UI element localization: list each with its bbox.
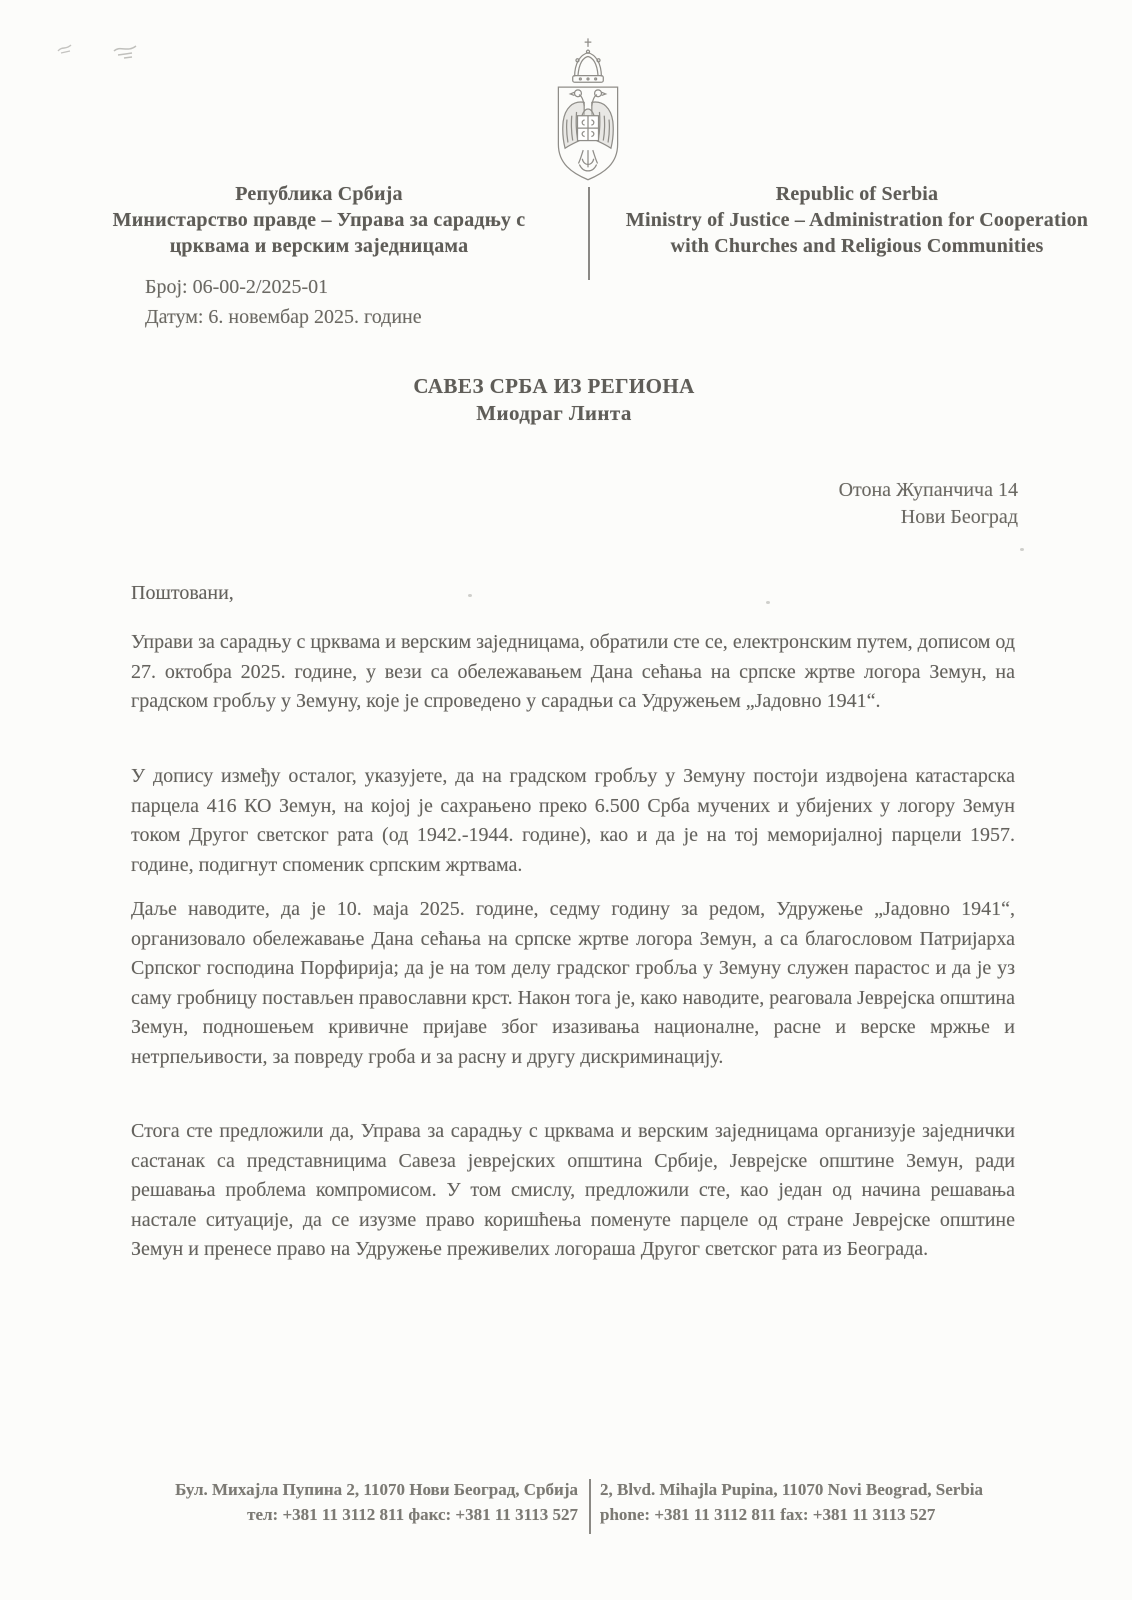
body-paragraph-3: Даље наводите, да је 10. маја 2025. године, седму годину за редом, Удружење „Јадовно 1941“, организовало обележавање Дана сећања на српске жртве логора Земун, а са благословом Патријарха Српског господина Порфирија; да је на том делу градског гробља у Земуну служен парастос и да је уз саму гробницу постављен православни крст. Након тога је, како наводите, реаговала Јеврејска општина Земун, подношењем кривичне пријаве због изазивања националне, расне и верске мржње и нетрпељивости, за повреду гроба и за расну и другу дискриминацију. [131, 898, 1015, 1068]
body-paragraph-1: Управи за сарадњу с црквама и верским заједницама, обратили сте се, електронским путем, дописом од 27. октобра 2025. године, у вези са обележавањем Дана сећања на српске жртве логора Земун, на градском гробљу у Земуну, које је спроведено у сарадњи са Удружењем „Јадовно 1941“. [131, 631, 1015, 712]
scan-speck [1020, 548, 1024, 551]
reference-number: Број: 06-00-2/2025-01 [145, 276, 329, 298]
recipient-organization: САВЕЗ СРБА ИЗ РЕГИОНА [413, 374, 695, 398]
scan-artifact [55, 40, 81, 58]
serbia-coat-of-arms-icon [545, 36, 631, 184]
letterhead-serbian [88, 181, 550, 259]
letterhead-sr-line3: црквама и верским заједницама [169, 235, 469, 257]
letterhead-en-line2: Ministry of Justice – Administration for Cooperation [625, 209, 1089, 231]
recipient-street: Отона Жупанчича 14 [838, 479, 1018, 501]
letterhead-en-line3: with Churches and Religious Communities [670, 235, 1044, 257]
footer-address-english [600, 1477, 1120, 1527]
scan-speck [766, 601, 770, 604]
recipient-block [308, 373, 800, 427]
footer-sr-line2: тел: +381 11 3112 811 факс: +381 11 3113 527 [247, 1505, 578, 1524]
reference-block [145, 272, 422, 332]
recipient-address [700, 477, 1018, 531]
letterhead-english [598, 181, 1116, 259]
scan-speck [468, 594, 472, 597]
header-divider-line [588, 187, 590, 280]
footer-en-line2: phone: +381 11 3112 811 fax: +381 11 3113 527 [600, 1505, 936, 1524]
salutation: Поштовани, [131, 582, 234, 604]
recipient-person: Миодраг Линта [476, 401, 632, 425]
footer-address-serbian [98, 1477, 578, 1527]
body-paragraph-4: Стога сте предложили да, Управа за сарадњу с црквама и верским заједницама организује заједнички састанак са представницима Савеза јеврејских општина Србије, Јеврејске општине Земун, ради решавања проблема компромисом. У том смислу, предложили сте, као један од начина решавања настале ситуације, да се изузме право коришћења поменуте парцеле од стране Јеврејске општине Земун и пренесе право на Удружење преживелих логораша Другог светског рата из Београда. [131, 1120, 1015, 1260]
footer-en-line1: 2, Blvd. Mihajla Pupina, 11070 Novi Beograd, Serbia [600, 1480, 984, 1499]
body-paragraph-2: У допису између осталог, указујете, да на градском гробљу у Земуну постоји издвојена катастарска парцела 416 КО Земун, на којој је сахрањено преко 6.500 Срба мучених и убијених у логору Земун током Другог светског рата (од 1942.-1944. године), као и да је на тој меморијалној парцели 1957. године, подигнут споменик српским жртвама. [131, 765, 1015, 876]
letterhead-sr-line2: Министарство правде – Управа за сарадњу с [112, 209, 526, 231]
letterhead-sr-line1: Република Србија [235, 183, 403, 205]
scan-artifact [112, 42, 144, 62]
footer-divider-line [589, 1479, 591, 1534]
letter-date: Датум: 6. новембар 2025. године [145, 306, 422, 328]
footer-sr-line1: Бул. Михајла Пупина 2, 11070 Нови Београд, Србија [175, 1480, 578, 1499]
recipient-city: Нови Београд [900, 506, 1018, 528]
letterhead-en-line1: Republic of Serbia [775, 183, 939, 205]
